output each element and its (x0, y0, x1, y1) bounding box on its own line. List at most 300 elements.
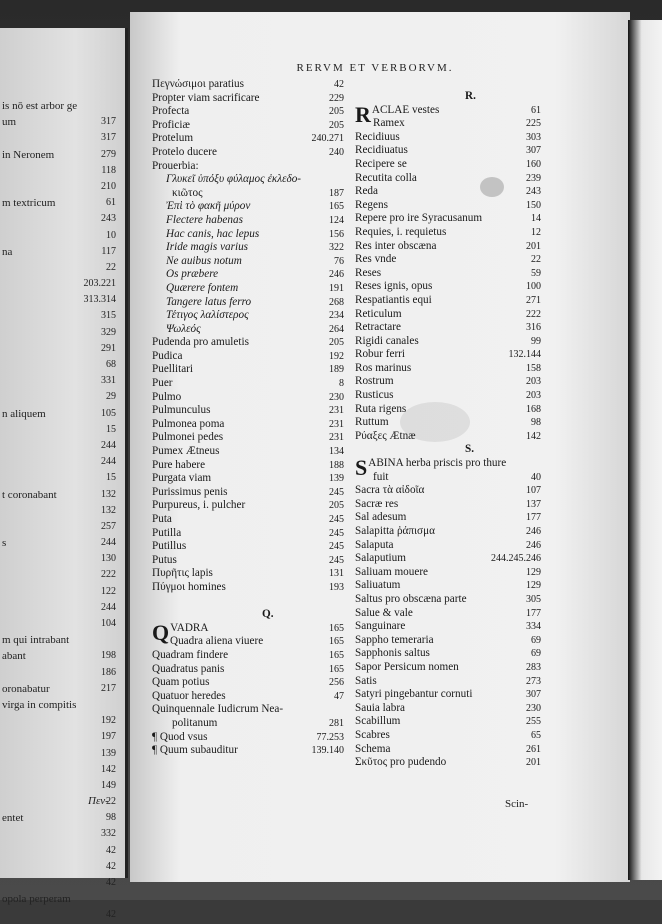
index-entry (355, 430, 541, 444)
index-entry (152, 703, 344, 717)
index-entry (152, 404, 344, 418)
entry-page-number: 244 (101, 537, 116, 549)
entry-term: κιῶτος (172, 186, 203, 199)
entry-term: Reses (355, 266, 382, 279)
index-entry (0, 535, 120, 551)
index-entry (152, 418, 344, 432)
index-entry (355, 729, 541, 743)
index-entry (0, 600, 120, 616)
index-entry (0, 875, 120, 891)
entry-term: Quærere fontem (166, 281, 239, 294)
entry-page-number: 205 (329, 500, 344, 512)
entry-term: Purpureus, i. pulcher (152, 499, 246, 512)
entry-page-number: 245 (329, 554, 344, 566)
entry-page-number: 271 (526, 294, 541, 306)
index-entry (355, 158, 541, 172)
entry-page-number: 231 (329, 432, 344, 444)
index-entry (0, 260, 120, 276)
entry-term: Ψωλεός (166, 322, 201, 335)
section-letter (355, 443, 541, 457)
entry-term: Prouerbia: (152, 159, 199, 172)
index-entry (152, 581, 344, 595)
entry-term: Quam potius (152, 676, 210, 689)
entry-term: abant (2, 650, 26, 663)
entry-term: Puellitari (152, 363, 194, 376)
index-entry (355, 688, 541, 702)
entry-page-number: 222 (101, 569, 116, 581)
index-entry (355, 172, 541, 186)
entry-page-number: 139 (101, 747, 116, 759)
entry-page-number: 122 (101, 585, 116, 597)
left-page (0, 28, 128, 921)
entry-term: Sappho temeraria (355, 633, 434, 646)
entry-page-number: 10 (106, 229, 116, 241)
entry-term: Recidiuatus (355, 144, 408, 157)
index-entry (355, 416, 541, 430)
page-edge (628, 20, 662, 880)
index-column-left (152, 78, 344, 758)
index-entry (355, 308, 541, 322)
entry-page-number: 231 (329, 405, 344, 417)
entry-page-number: 98 (106, 812, 116, 824)
entry-page-number: 42 (106, 909, 116, 921)
entry-term: Πύγμοι homines (152, 580, 226, 593)
index-entry (152, 391, 344, 405)
entry-page-number: 15 (106, 423, 116, 435)
index-entry (152, 513, 344, 527)
entry-term: ¶ Quum subauditur (152, 744, 238, 757)
index-entry (355, 280, 541, 294)
index-entry (355, 675, 541, 689)
entry-term: Pulmunculus (152, 404, 211, 417)
index-entry (0, 487, 120, 503)
entry-page-number: 264 (329, 323, 344, 335)
entry-page-number: 132 (101, 488, 116, 500)
index-entry (152, 472, 344, 486)
entry-term: Saliuam mouere (355, 565, 429, 578)
index-entry (0, 632, 120, 648)
index-entry (355, 661, 541, 675)
entry-term: Satyri pingebantur cornuti (355, 688, 473, 701)
entry-term: Sacræ res (355, 497, 399, 510)
index-entry (0, 276, 120, 292)
entry-page-number: 255 (526, 716, 541, 728)
entry-page-number: 42 (106, 844, 116, 856)
entry-term: Quadratus panis (152, 662, 225, 675)
entry-page-number: 268 (329, 296, 344, 308)
entry-page-number: 230 (329, 391, 344, 403)
entry-term: Putillus (152, 540, 187, 553)
entry-page-number: 168 (526, 403, 541, 415)
entry-term: Satis (355, 674, 377, 687)
index-entry (152, 255, 344, 269)
index-entry (152, 78, 344, 92)
entry-page-number: 134 (329, 446, 344, 458)
index-entry (0, 859, 120, 875)
index-entry (0, 114, 120, 130)
index-entry (152, 214, 344, 228)
index-entry (0, 616, 120, 632)
entry-page-number: 137 (526, 498, 541, 510)
index-entry (355, 199, 541, 213)
entry-term: Tangere latus ferro (166, 295, 252, 308)
entry-page-number: 107 (526, 485, 541, 497)
entry-term: Reticulum (355, 307, 402, 320)
index-entry (152, 160, 344, 174)
index-entry (0, 681, 120, 697)
entry-page-number: 331 (101, 375, 116, 387)
index-entry (355, 117, 541, 131)
entry-page-number: 191 (329, 282, 344, 294)
index-entry (0, 648, 120, 664)
entry-page-number: 217 (101, 682, 116, 694)
index-entry (152, 268, 344, 282)
entry-term: Schema (355, 742, 391, 755)
index-entry (355, 525, 541, 539)
entry-page-number: 243 (101, 213, 116, 225)
entry-page-number: 69 (531, 648, 541, 660)
entry-term: t coronabant (2, 488, 57, 501)
index-entry (0, 503, 120, 519)
entry-page-number: 256 (329, 677, 344, 689)
entry-term: Pumex Ætneus (152, 445, 220, 458)
index-entry (355, 484, 541, 498)
entry-page-number: 22 (106, 261, 116, 273)
entry-term: Flectere habenas (166, 213, 243, 226)
entry-page-number: 307 (526, 145, 541, 157)
index-entry (355, 471, 541, 485)
section-letter (152, 608, 344, 622)
entry-page-number: 257 (101, 520, 116, 532)
entry-term: is nō est arbor ge (2, 100, 78, 112)
entry-term: S. (465, 443, 475, 456)
index-entry (152, 105, 344, 119)
entry-term: Ne auibus notum (166, 254, 242, 267)
index-entry (355, 634, 541, 648)
entry-term: politanum (172, 716, 218, 729)
index-entry (0, 228, 120, 244)
entry-term: Res vnde (355, 253, 397, 266)
entry-page-number: 329 (101, 326, 116, 338)
index-entry (152, 296, 344, 310)
entry-page-number: 198 (101, 650, 116, 662)
entry-page-number: 177 (526, 512, 541, 524)
entry-term: Quadram findere (152, 648, 229, 661)
entry-term: Pulmonei pedes (152, 431, 224, 444)
entry-term: virga in compitis (2, 698, 77, 711)
entry-page-number: 193 (329, 581, 344, 593)
entry-term: Ρύαξες Ætnæ (355, 429, 416, 442)
entry-term: in Neronem (2, 148, 55, 161)
index-entry (355, 362, 541, 376)
entry-term: Protelo ducere (152, 145, 217, 158)
entry-term: Protelum (152, 132, 194, 145)
entry-page-number: 177 (526, 607, 541, 619)
entry-page-number: 15 (106, 472, 116, 484)
entry-term: opola perperam (2, 893, 71, 906)
index-entry (0, 454, 120, 470)
entry-page-number: 139 (329, 473, 344, 485)
entry-term: Profecta (152, 105, 190, 118)
entry-page-number: 14 (531, 213, 541, 225)
entry-term: Purissimus penis (152, 485, 228, 498)
index-entry (355, 131, 541, 145)
entry-term: Ἐπὶ τὸ φακῆ μύρον (166, 200, 251, 213)
entry-term: Γλυκεῖ ὑπόξυ φύλαμος ἐκλεδο- (166, 173, 302, 186)
index-entry (152, 649, 344, 663)
index-entry (152, 459, 344, 473)
entry-term: Puta (152, 513, 172, 525)
index-entry (152, 744, 344, 758)
entry-term: Pure habere (152, 458, 206, 471)
index-entry (152, 309, 344, 323)
entry-page-number: 42 (106, 860, 116, 872)
index-entry (152, 241, 344, 255)
entry-term: Salue & vale (355, 606, 413, 619)
index-entry (152, 554, 344, 568)
entry-page-number: 203.221 (83, 278, 116, 290)
entry-term: Pulmo (152, 390, 182, 403)
index-entry (0, 729, 120, 745)
index-entry (355, 539, 541, 553)
index-entry (0, 406, 120, 422)
entry-term: Purgata viam (152, 472, 212, 485)
entry-page-number: 203 (526, 390, 541, 402)
entry-page-number: 229 (329, 92, 344, 104)
entry-page-number: 281 (329, 717, 344, 729)
entry-term: Scabillum (355, 715, 401, 728)
index-entry (0, 810, 120, 826)
entry-term: Respatiantis equi (355, 293, 432, 306)
entry-page-number: 131 (329, 568, 344, 580)
entry-page-number: 303 (526, 131, 541, 143)
entry-term: R. (465, 90, 476, 102)
entry-page-number: 205 (329, 337, 344, 349)
entry-page-number: 165 (329, 663, 344, 675)
index-entry (355, 212, 541, 226)
entry-page-number: 322 (329, 242, 344, 254)
index-entry (355, 321, 541, 335)
entry-term: Putus (152, 553, 177, 566)
entry-term: Sauia labra (355, 701, 406, 714)
entry-term: Saliuatum (355, 579, 401, 592)
entry-term-rest: ABINA herba priscis pro thure (368, 457, 507, 470)
running-header: RERVM ET VERBORVM. (296, 62, 454, 74)
index-entry (0, 244, 120, 260)
index-entry (0, 195, 120, 211)
index-entry (0, 292, 120, 308)
entry-page-number: 317 (101, 116, 116, 128)
entry-page-number: 192 (101, 715, 116, 727)
index-entry (152, 445, 344, 459)
entry-page-number: 12 (531, 226, 541, 238)
entry-page-number: 165 (329, 201, 344, 213)
index-entry (355, 294, 541, 308)
entry-term: Sanguinare (355, 620, 406, 633)
entry-page-number: 189 (329, 364, 344, 376)
entry-term: Ruttum (355, 416, 389, 429)
entry-page-number: 307 (526, 689, 541, 701)
entry-term: n aliquem (2, 407, 46, 420)
entry-term: Os præbere (166, 268, 219, 281)
entry-page-number: 334 (526, 621, 541, 633)
entry-page-number: 61 (106, 197, 116, 209)
entry-term: Reda (355, 185, 378, 198)
entry-page-number: 77.253 (316, 731, 344, 743)
entry-term-rest: ACLAE vestes (371, 103, 440, 116)
entry-page-number: 129 (526, 580, 541, 592)
index-entry (152, 676, 344, 690)
drop-cap: S (355, 455, 368, 481)
index-entry (152, 119, 344, 133)
index-entry (0, 567, 120, 583)
entry-page-number: 245 (329, 541, 344, 553)
entry-term: Requies, i. requietus (355, 225, 447, 238)
entry-term: Rostrum (355, 375, 394, 388)
entry-term: Iride magis varius (166, 241, 249, 254)
index-entry (355, 552, 541, 566)
entry-page-number: 234 (329, 310, 344, 322)
index-entry (152, 377, 344, 391)
index-entry (0, 519, 120, 535)
entry-page-number: 100 (526, 281, 541, 293)
index-entry (355, 144, 541, 158)
entry-term: Q. (262, 608, 274, 621)
entry-page-number: 76 (334, 255, 344, 267)
entry-page-number: 244 (101, 601, 116, 613)
index-entry (355, 226, 541, 240)
entry-term: Sapphonis saltus (355, 647, 430, 660)
entry-term: Quinquennale Iudicrum Nea- (152, 703, 284, 716)
index-entry (152, 486, 344, 500)
entry-page-number: 197 (101, 731, 116, 743)
index-entry (152, 363, 344, 377)
entry-page-number: 246 (526, 526, 541, 537)
entry-term: Puer (152, 377, 173, 390)
entry-term: Pudenda pro amuletis (152, 336, 249, 349)
entry-page-number: 165 (329, 622, 344, 634)
index-entry (152, 567, 344, 581)
index-entry (152, 336, 344, 350)
entry-page-number: 150 (526, 199, 541, 211)
entry-page-number: 186 (101, 666, 116, 678)
index-entry (0, 179, 120, 195)
entry-page-number: 316 (526, 322, 541, 334)
index-entry (355, 715, 541, 729)
entry-term: s (2, 537, 7, 550)
catchword: Scin- (505, 798, 529, 810)
entry-page-number: 156 (329, 228, 344, 240)
entry-page-number: 68 (106, 359, 116, 370)
entry-term: Regens (355, 198, 388, 211)
index-entry (0, 665, 120, 681)
entry-term: Pudica (152, 349, 183, 362)
entry-page-number: 313.314 (83, 294, 116, 306)
entry-page-number: 129 (526, 566, 541, 578)
index-entry (355, 240, 541, 254)
entry-page-number: 117 (101, 245, 116, 257)
entry-page-number: 230 (526, 702, 541, 714)
index-entry (0, 746, 120, 762)
entry-page-number: 165 (329, 636, 344, 648)
entry-term: entet (2, 812, 24, 825)
index-entry (0, 308, 120, 324)
entry-page-number: 188 (329, 459, 344, 471)
index-entry (0, 373, 120, 389)
entry-page-number: 40 (531, 471, 541, 483)
entry-page-number: 261 (526, 743, 541, 755)
entry-term: Salaputium (355, 552, 406, 565)
entry-term: Scabres (355, 728, 390, 741)
entry-page-number: 118 (101, 164, 116, 176)
entry-term: fuit (373, 470, 389, 483)
entry-term-rest: VADRA (170, 621, 209, 634)
index-entry (0, 341, 120, 357)
entry-page-number: 22 (106, 796, 116, 808)
entry-term: m textricum (2, 197, 56, 210)
index-entry (152, 527, 344, 541)
entry-term: Sacra τὰ αἰδοῖα (355, 484, 425, 497)
entry-page-number: 231 (329, 418, 344, 430)
entry-page-number: 244.245.246 (491, 553, 541, 565)
index-entry (152, 595, 344, 609)
entry-term: Ros marinus (355, 361, 412, 374)
index-entry (0, 438, 120, 454)
entry-page-number: 22 (531, 254, 541, 266)
index-entry (0, 778, 120, 794)
entry-page-number: 142 (526, 430, 541, 442)
entry-page-number: 201 (526, 757, 541, 769)
index-entry (355, 511, 541, 525)
index-entry (0, 907, 120, 923)
entry-page-number: 332 (101, 828, 116, 840)
entry-page-number: 317 (101, 132, 116, 144)
entry-page-number: 8 (339, 378, 344, 390)
index-entry (355, 335, 541, 349)
index-entry (152, 282, 344, 296)
entry-term: Res inter obscæna (355, 239, 437, 252)
index-entry (152, 499, 344, 513)
entry-page-number: 245 (329, 486, 344, 498)
entry-page-number: 283 (526, 661, 541, 673)
entry-page-number: 205 (329, 119, 344, 131)
index-entry (152, 731, 344, 745)
entry-term: Putilla (152, 526, 182, 539)
entry-term: Sapor Persicum nomen (355, 660, 459, 673)
index-entry (152, 350, 344, 364)
entry-term: Σκῦτος pro pudendo (355, 756, 447, 769)
entry-term: Retractare (355, 321, 401, 334)
entry-page-number: 305 (526, 593, 541, 605)
entry-term: Saltus pro obscæna parte (355, 592, 467, 605)
index-entry (0, 713, 120, 729)
section-letter (355, 90, 541, 104)
index-entry (152, 717, 344, 731)
index-entry (355, 702, 541, 716)
entry-term: Repere pro ire Syracusanum (355, 212, 483, 225)
index-entry (152, 200, 344, 214)
index-entry (0, 147, 120, 163)
index-entry (0, 163, 120, 179)
entry-term: Rigidi canales (355, 334, 419, 347)
index-entry (152, 146, 344, 160)
index-entry (0, 584, 120, 600)
entry-page-number: 245 (329, 527, 344, 539)
entry-term: na (2, 245, 13, 258)
index-column-right (355, 90, 541, 770)
entry-page-number: 149 (101, 779, 116, 791)
index-entry (355, 185, 541, 199)
